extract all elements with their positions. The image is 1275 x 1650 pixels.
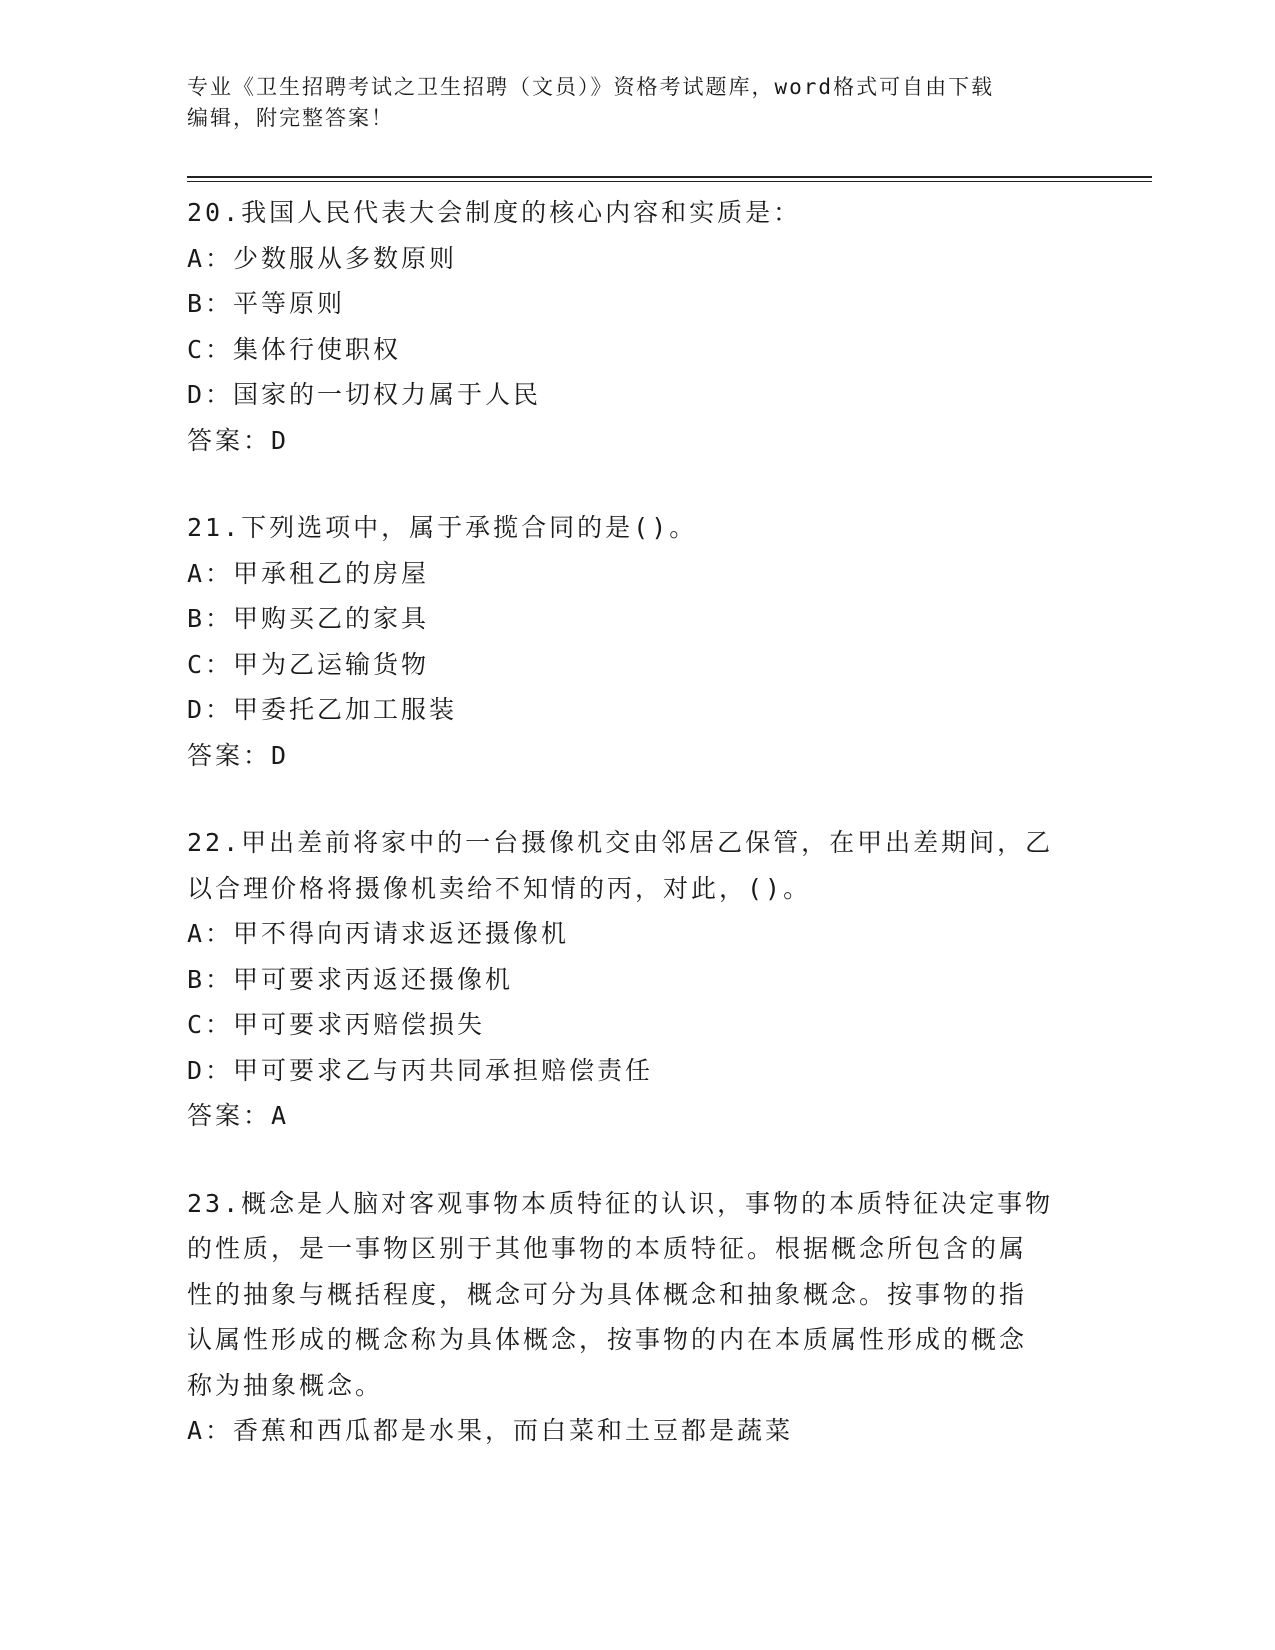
question-23 (187, 1181, 1067, 1454)
option-d: D：甲可要求乙与丙共同承担赔偿责任 (187, 1055, 654, 1085)
stem-line: 23.概念是人脑对客观事物本质特征的认识，事物的本质特征决定事物 (187, 1188, 1054, 1218)
document-header (187, 72, 1067, 134)
option-c: C：甲为乙运输货物 (187, 649, 430, 679)
header-line-1: 专业《卫生招聘考试之卫生招聘（文员）》资格考试题库，word格式可自由下载 (187, 75, 995, 99)
option-c: C：集体行使职权 (187, 334, 402, 364)
stem-line: 认属性形成的概念称为具体概念，按事物的内在本质属性形成的概念 (187, 1325, 1028, 1354)
answer: 答案：A (187, 1101, 290, 1130)
header-divider-thin (187, 181, 1152, 182)
question-list (187, 190, 1067, 1454)
stem-line: 称为抽象概念。 (187, 1370, 384, 1400)
answer: 答案：D (187, 425, 290, 455)
answer: 答案：D (187, 740, 290, 770)
option-a: A：甲不得向丙请求返还摄像机 (187, 919, 570, 948)
stem-line: 的性质，是一事物区别于其他事物的本质特征。根据概念所包含的属 (187, 1234, 1028, 1263)
question-stem (187, 190, 1067, 236)
option-d: D：国家的一切权力属于人民 (187, 380, 542, 409)
stem-line: 21.下列选项中，属于承揽合同的是()。 (187, 513, 698, 542)
option-b: B：甲可要求丙返还摄像机 (187, 964, 514, 994)
question-22 (187, 820, 1067, 1139)
option-b: B：平等原则 (187, 289, 346, 318)
question-20 (187, 190, 1067, 463)
header-line-2: 编辑，附完整答案！ (187, 106, 394, 130)
option-a: A：香蕉和西瓜都是水果，而白菜和土豆都是蔬菜 (187, 1416, 794, 1445)
stem-line: 20.我国人民代表大会制度的核心内容和实质是： (187, 198, 802, 227)
option-b: B：甲购买乙的家具 (187, 604, 430, 633)
option-a: A：少数服从多数原则 (187, 243, 458, 273)
stem-line: 性的抽象与概括程度，概念可分为具体概念和抽象概念。按事物的指 (187, 1279, 1028, 1309)
question-stem (187, 820, 1067, 911)
question-21 (187, 505, 1067, 778)
option-c: C：甲可要求丙赔偿损失 (187, 1010, 486, 1039)
option-d: D：甲委托乙加工服装 (187, 695, 458, 724)
header-divider-thick (187, 176, 1152, 178)
question-stem (187, 1181, 1067, 1409)
question-stem (187, 505, 1067, 551)
stem-line: 22.甲出差前将家中的一台摄像机交由邻居乙保管，在甲出差期间，乙 (187, 828, 1054, 857)
stem-line: 以合理价格将摄像机卖给不知情的丙，对此，()。 (187, 873, 812, 903)
option-a: A：甲承租乙的房屋 (187, 558, 430, 588)
